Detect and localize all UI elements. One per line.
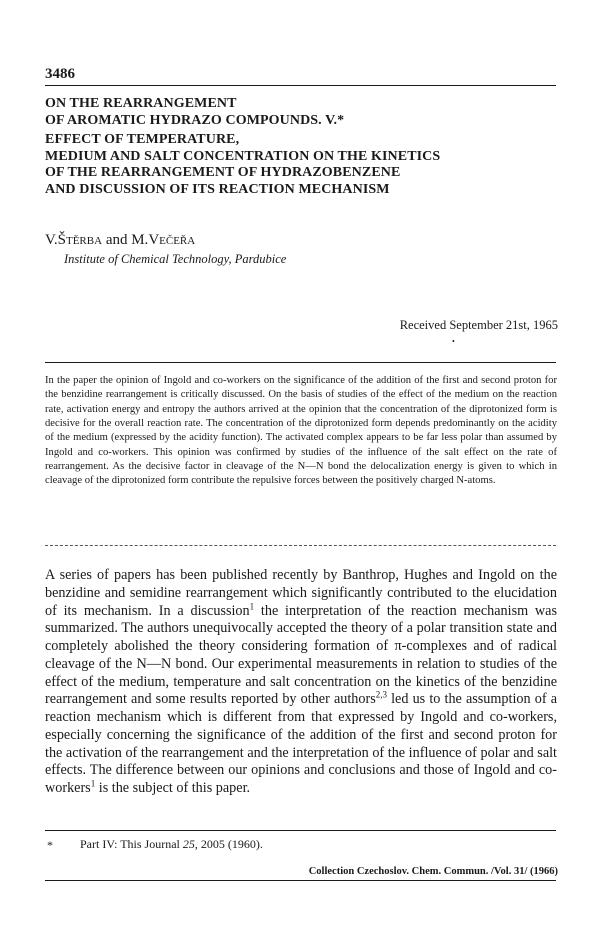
reference-mark: 2,3 (375, 689, 387, 700)
body-text: is the subject of this paper. (95, 780, 251, 796)
authors (45, 232, 195, 249)
received-date: Received September 21st, 1965 (399, 318, 558, 332)
abstract: In the paper the opinion of Ingold and co-workers on the significance of the addition of the first and second proton for the benzidine rearrangement is critically discussed. On the basis of studies of the effect of the medium on the reaction rate, activation energy and entropy the authors arrived at the opinion that the concentration of the diprotonized form is decisive for the overall reaction rate. The concentration of the diprotonized form depends predominantly on the acidity of the medium (expressed by the acidity function). The activated complex appears to be far less polar than assumed by Ingold and co-workers. This opinion was confirmed by studies of the influence of the salt effect on the rate of rearrangement. As the decisive factor in cleavage of the N—N bond the delocalization energy is given to which in cleavage of the diprotonized form contribute the repulsive forces between the positively charged N-atoms. (45, 375, 557, 487)
footer-rule (45, 880, 556, 881)
body-text: led us to the assumption of a reaction mechanism which is different from that expressed by Ingold and co-workers, especially concerning the significance of the addition of the first and second proton for the activation of the rearrangement and the interpretation of the influence of polar and salt effects. The difference between our opinions and conclusions and those of Ingold and co-workers (45, 691, 557, 796)
subtitle-line: MEDIUM AND SALT CONCENTRATION ON THE KINETICS (45, 148, 441, 164)
body-text: the interpretation of the reaction mechanism was summarized. The authors unequivocally accepted the theory of a polar transition state and completely abolished the theory considering formation of π-complexes and of radical cleavage of the N—N bond. Our experimental measurements in relation to studies of the effect of the medium, temperature and salt concentration on the kinetics of the benzidine rearrangement and some results reported by other authors (45, 602, 557, 708)
author-name: Večeřa (148, 232, 196, 248)
subtitle-line: OF THE REARRANGEMENT OF HYDRAZOBENZENE (45, 165, 401, 181)
subtitle-line: AND DISCUSSION OF ITS REACTION MECHANISM (45, 181, 390, 197)
institute: Institute of Chemical Technology, Pardubice (64, 252, 287, 266)
body-text: A series of papers has been published recently by Banthrop, Hughes and Ingold on the benzidine and semidine rearrangement which significantly contributed to the elucidation of its mechanism. In a discussion (45, 567, 557, 619)
author-name: Štěrba (57, 232, 103, 248)
author-conjunction: and M. (102, 232, 149, 248)
abstract-top-rule (45, 362, 556, 363)
header-rule (45, 85, 556, 86)
footnote-mark: * (47, 838, 53, 852)
journal-footer: Collection Czechoslov. Chem. Commun. /Vol. 31/ (1966) (308, 866, 558, 877)
footnote-volume: 25 (182, 837, 195, 851)
body-paragraph (45, 567, 557, 798)
ink-speck-mark: • (452, 337, 455, 346)
reference-mark: 1 (90, 778, 96, 789)
footnote: Part IV: This Journal 25, 2005 (1960). (80, 837, 263, 851)
reference-mark: 1 (249, 600, 255, 611)
subtitle-line: EFFECT OF TEMPERATURE, (45, 132, 240, 148)
footnote-rule (45, 830, 556, 831)
abstract-bottom-rule (45, 545, 556, 546)
article-title-block (45, 96, 565, 199)
author-initial: V. (45, 232, 58, 248)
title-line: ON THE REARRANGEMENT (45, 96, 237, 111)
page-number: 3486 (45, 66, 75, 82)
title-line: OF AROMATIC HYDRAZO COMPOUNDS. V.* (45, 112, 345, 128)
